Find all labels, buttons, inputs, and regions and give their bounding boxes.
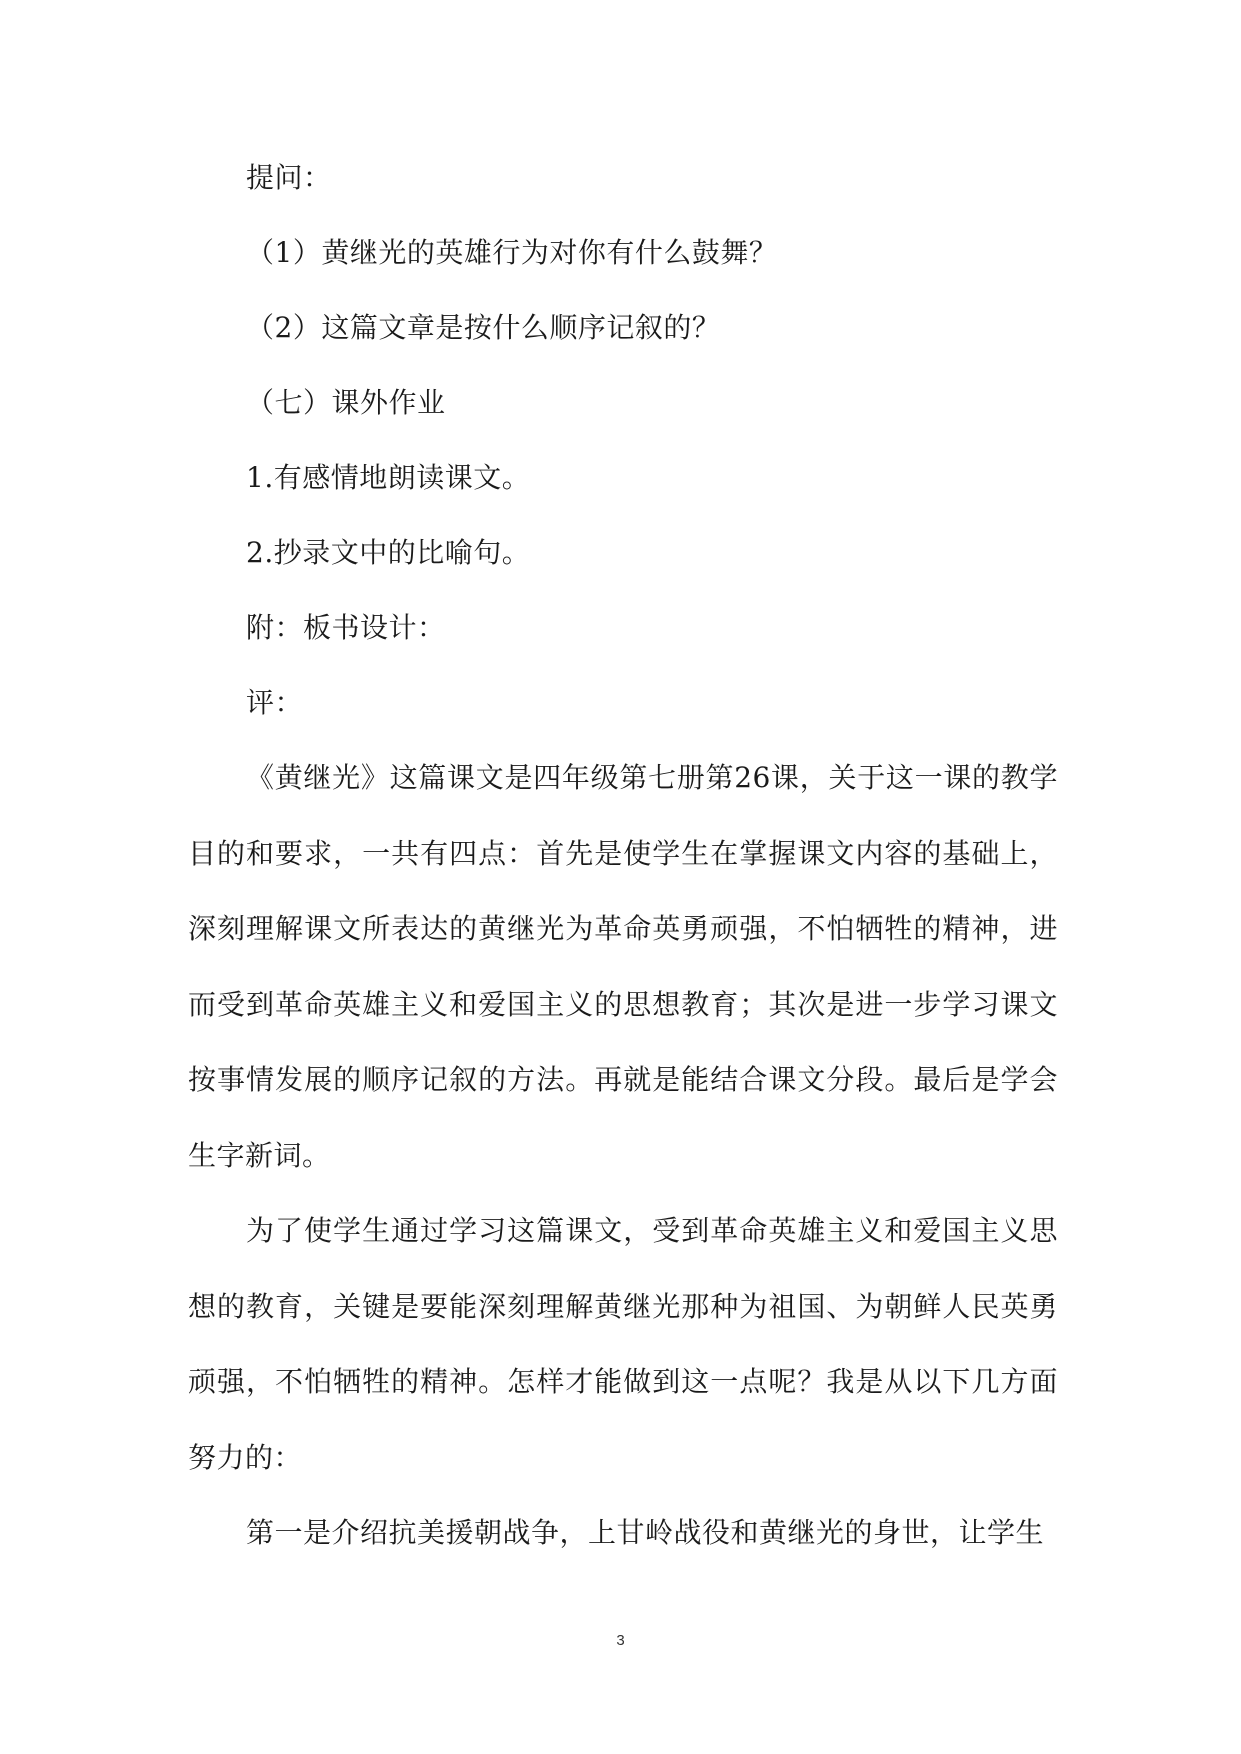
homework-item-2: 2.抄录文中的比喻句。 xyxy=(246,536,531,569)
page-number: 3 xyxy=(616,1632,625,1649)
paragraph-first-point: 第一是介绍抗美援朝战争，上甘岭战役和黄继光的身世，让学生 xyxy=(246,1516,1045,1549)
commentary-heading: 评： xyxy=(246,686,304,719)
homework-item-1: 1.有感情地朗读课文。 xyxy=(246,461,531,494)
blackboard-design-heading: 附：板书设计： xyxy=(246,611,446,644)
paragraph-objectives: 《黄继光》这篇课文是四年级第七册第26课，关于这一课的教学目的和要求，一共有四点：首先是使学生在掌握课文内容的基础上，深刻理解课文所表达的黄继光为革命英勇顽强，不怕牺牲的精神，进而受到革命英雄主义和爱国主义的思想教育；其次是进一步学习课文按事情发展的顺序记叙的方法。再就是能结合课文分段。最后是学会生字新词。 xyxy=(188,761,1058,1172)
paragraph-key-approach: 为了使学生通过学习这篇课文，受到革命英雄主义和爱国主义思想的教育，关键是要能深刻理解黄继光那种为祖国、为朝鲜人民英勇顽强，不怕牺牲的精神。怎样才能做到这一点呢？我是从以下几方面努力的： xyxy=(188,1214,1058,1474)
page-body xyxy=(188,140,1058,1571)
question-item-1: （1）黄继光的英雄行为对你有什么鼓舞？ xyxy=(246,236,778,269)
section-heading-homework: （七）课外作业 xyxy=(246,386,446,419)
question-item-2: （2）这篇文章是按什么顺序记叙的？ xyxy=(246,311,721,344)
question-heading: 提问： xyxy=(246,161,332,194)
